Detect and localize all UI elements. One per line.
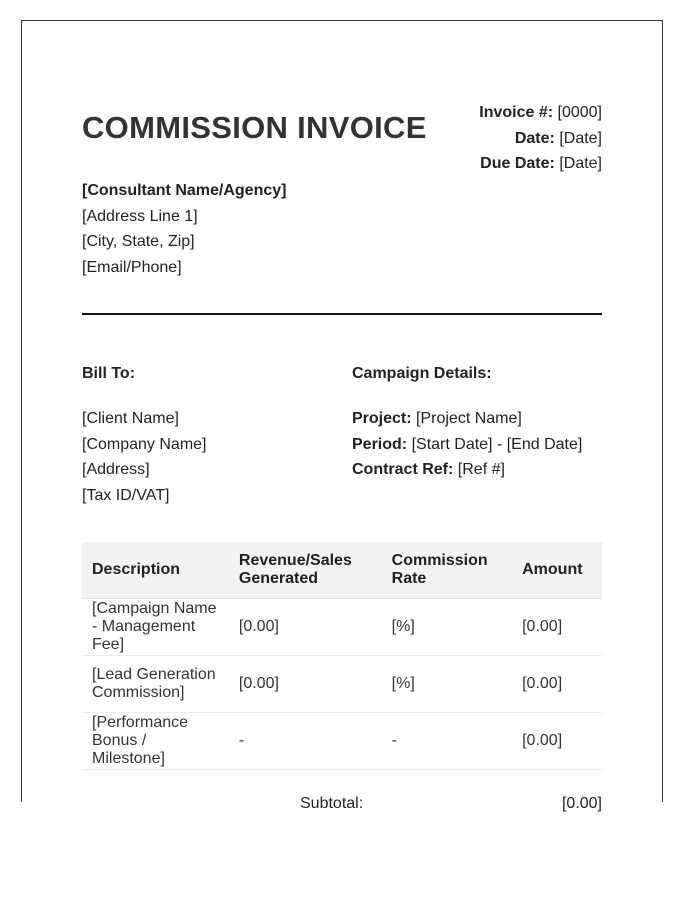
invoice-date-value: [Date] [559,129,602,147]
invoice-number-line [479,100,602,126]
invoice-date-line [479,126,602,152]
table-row [82,656,602,713]
consultant-address: [Address Line 1] [82,207,198,225]
header-amount: Amount [512,542,602,599]
campaign-block [352,406,582,483]
subtotal-value: [0.00] [561,795,602,812]
cell-description: [Campaign Name - Management Fee] [82,599,229,656]
cell-amount: [0.00] [512,713,602,770]
header-revenue: Revenue/Sales Generated [229,542,382,599]
cell-description: [Lead Generation Commission] [82,656,229,713]
bill-to-block [82,406,207,509]
table-row [82,713,602,770]
cell-rate: [%] [382,656,512,713]
due-date-value: [Date] [559,155,602,172]
project-value: [Project Name] [416,410,522,427]
campaign-heading: Campaign Details: [352,365,492,382]
consultant-contact: [Email/Phone] [82,259,182,277]
invoice-meta [479,100,602,177]
cell-description: [Performance Bonus / Milestone] [82,713,229,770]
header-divider [82,313,602,315]
company-name: [Company Name] [82,435,207,453]
line-items-table [82,542,602,770]
period-label: Period: [352,435,408,453]
client-tax-id: [Tax ID/VAT] [82,487,170,505]
cell-rate: [%] [382,599,512,656]
invoice-page [21,20,663,812]
cell-rate: - [382,713,512,770]
cell-revenue: [0.00] [229,599,382,656]
cell-revenue: [0.00] [229,656,382,713]
client-name: [Client Name] [82,410,179,427]
header-commission-rate: Commission Rate [382,542,512,599]
due-date-line [479,151,602,177]
consultant-city: [City, State, Zip] [82,233,195,251]
table-header-row [82,542,602,599]
contract-label: Contract Ref: [352,461,454,479]
consultant-block [82,178,286,281]
invoice-number-label: Invoice #: [479,104,554,121]
subtotal-label: Subtotal: [300,795,364,812]
cell-amount: [0.00] [512,599,602,656]
period-line [352,432,582,458]
period-value: [Start Date] - [End Date] [411,435,583,453]
contract-line [352,457,582,483]
project-line [352,406,582,432]
invoice-date-label: Date: [514,129,555,147]
due-date-label: Due Date: [480,155,555,172]
header-description: Description [82,542,229,599]
cell-amount: [0.00] [512,656,602,713]
contract-value: [Ref #] [457,461,505,479]
cell-revenue: - [229,713,382,770]
client-address: [Address] [82,461,150,479]
consultant-name: [Consultant Name/Agency] [82,182,287,199]
table-row [82,599,602,656]
invoice-number-value: [0000] [557,104,602,121]
bill-to-heading: Bill To: [82,365,136,382]
invoice-title: COMMISSION INVOICE [82,110,427,145]
project-label: Project: [352,410,412,427]
